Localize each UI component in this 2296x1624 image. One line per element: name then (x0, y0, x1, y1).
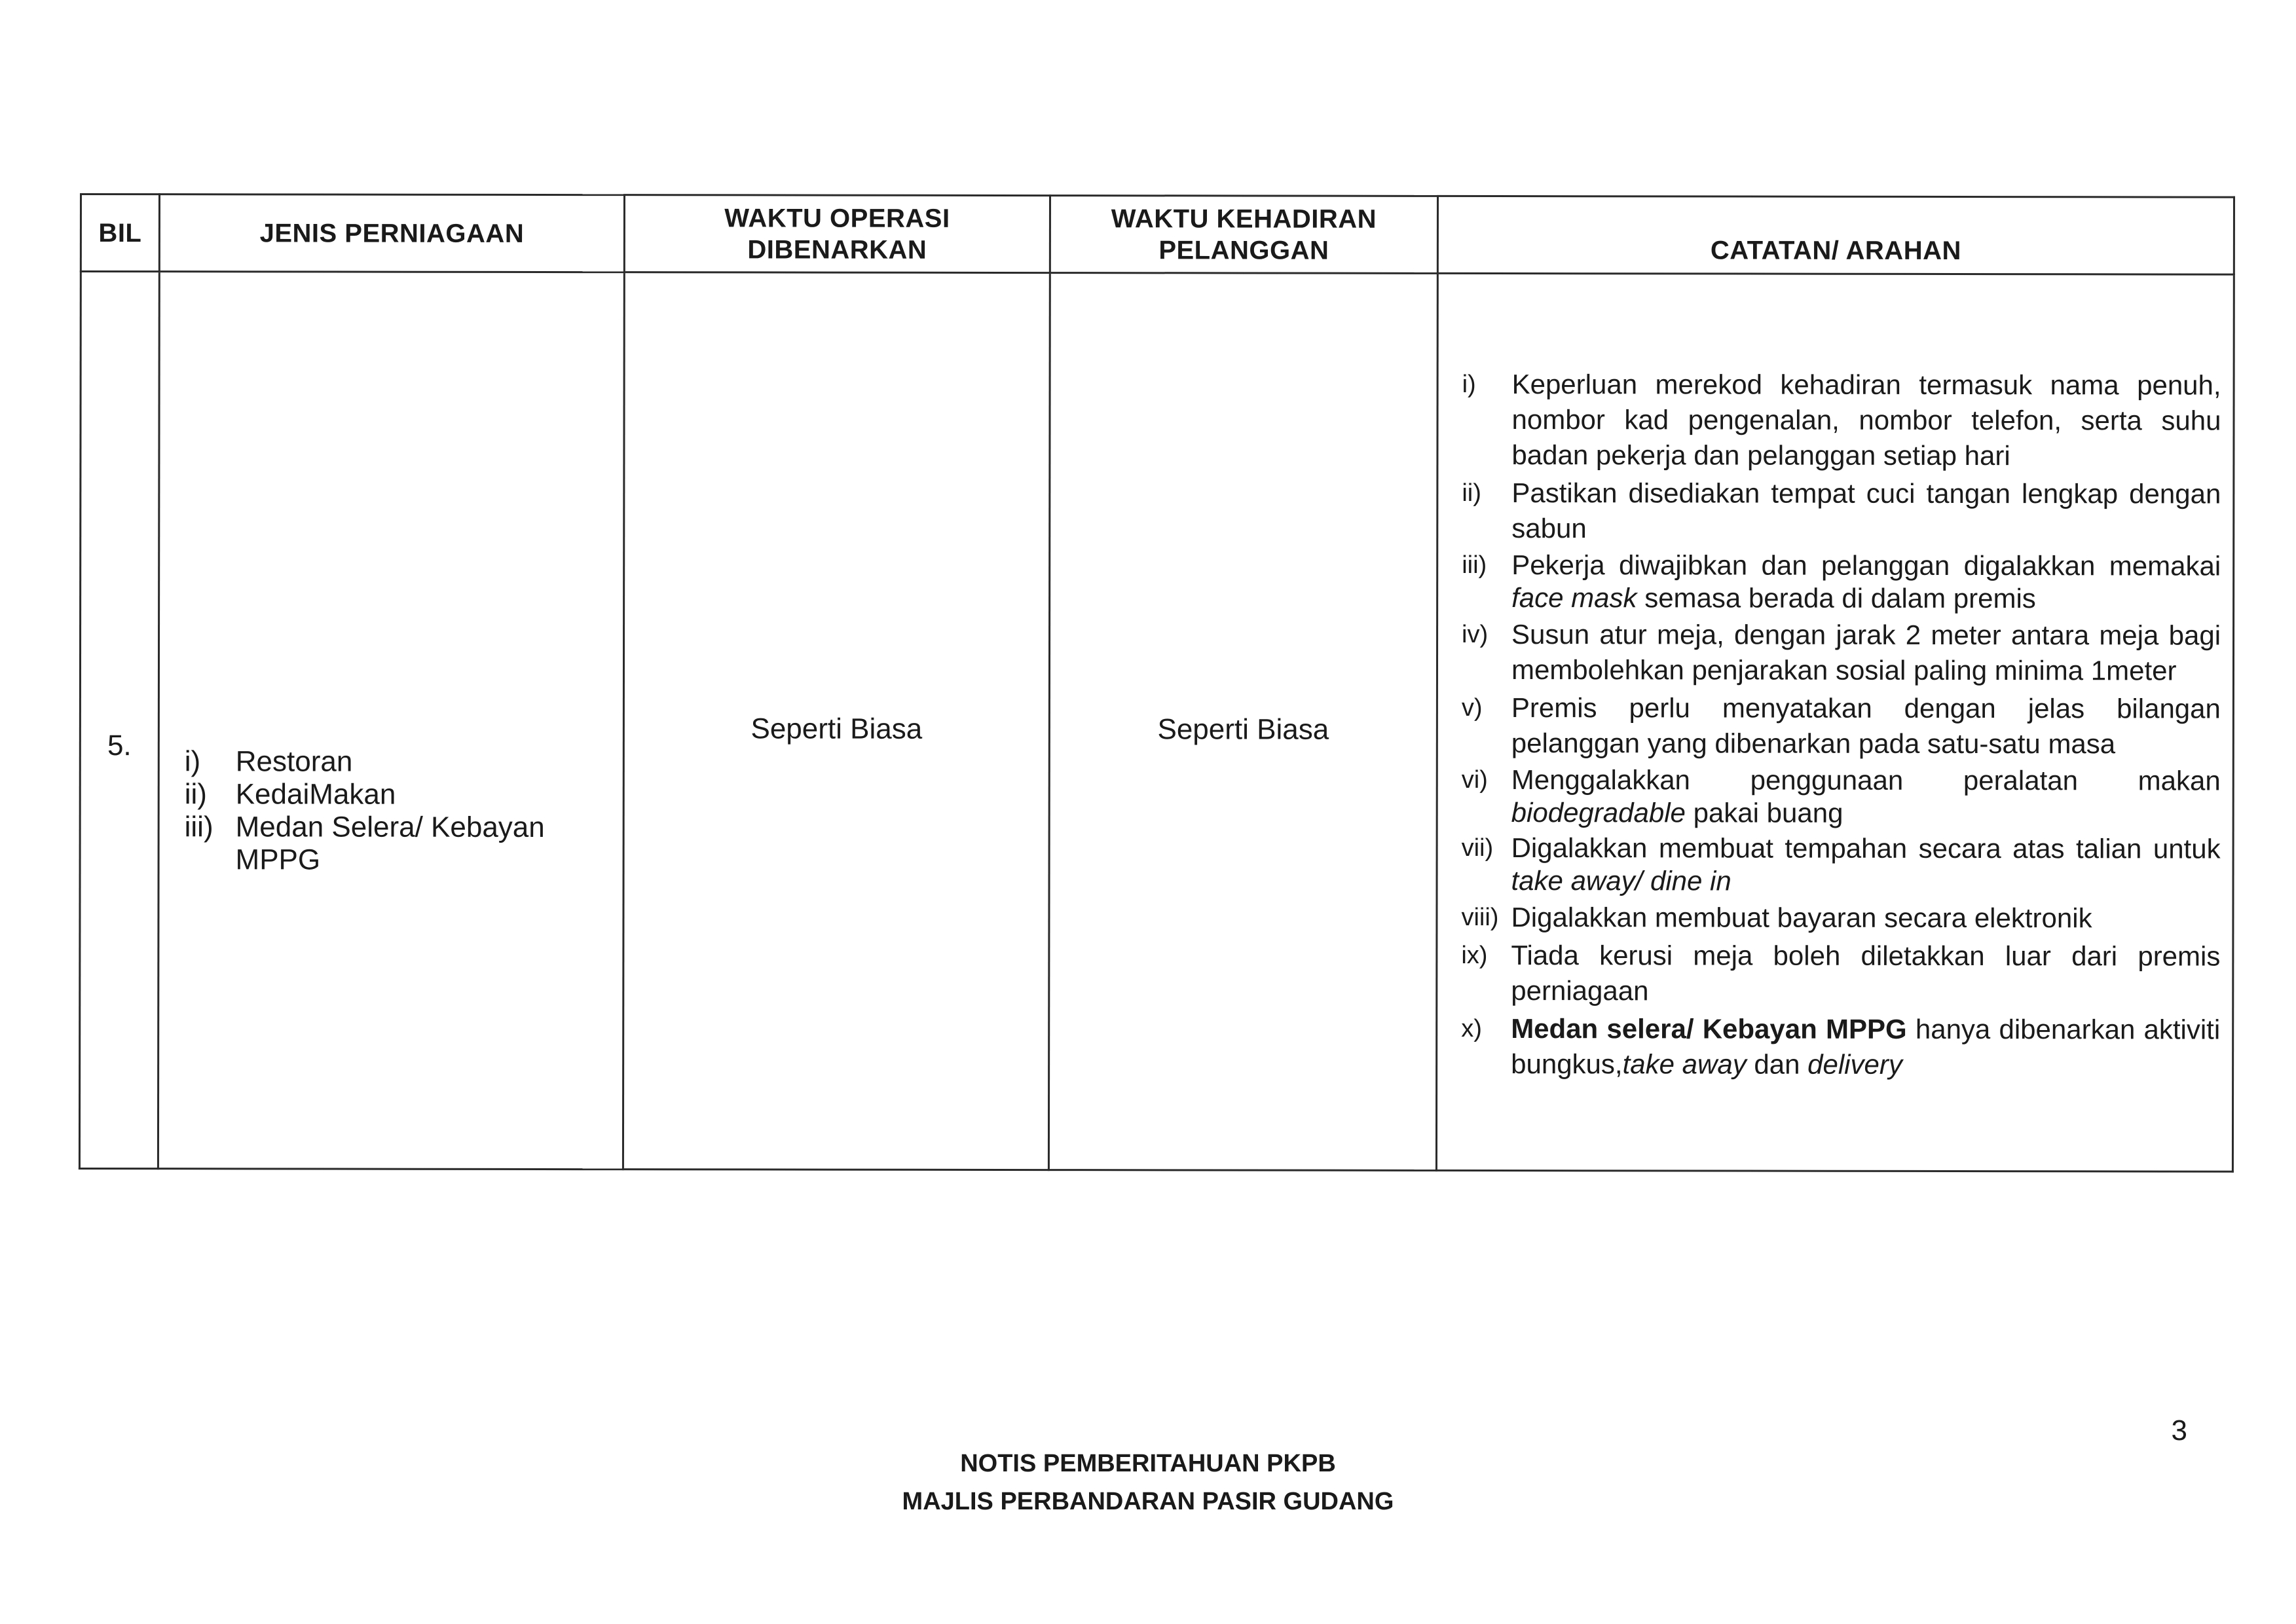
text-part: hanya dibenarkan aktiviti bungkus, (1511, 1013, 2221, 1079)
list-item-text (1511, 549, 2221, 616)
list-item-text: Digalakkan membuat bayaran secara elektronik (1511, 901, 2092, 933)
header-waktu-operasi (624, 195, 1050, 273)
list-item (1461, 937, 2220, 1009)
header-catatan-arahan: CATATAN/ ARAHAN (1437, 196, 2234, 274)
italic-term: face mask (1511, 581, 1637, 613)
list-item-text (1511, 1011, 2220, 1083)
list-item-text (1511, 832, 2221, 898)
italic-term: delivery (1807, 1048, 1902, 1080)
cell-catatan-arahan (1436, 273, 2234, 1172)
cell-bil: 5. (79, 272, 159, 1169)
italic-term: take away/ dine in (1511, 864, 1731, 896)
header-waktu-kehadiran (1050, 196, 1437, 274)
list-item-text: Premis perlu menyatakan dengan jelas bilangan pelanggan yang dibenarkan pada satu-satu masa (1511, 692, 2221, 759)
text-part: Pekerja diwajibkan dan pelanggan digalakkan memakai (1511, 549, 2221, 581)
cell-jenis-perniagaan (158, 272, 624, 1170)
bold-term: Medan selera/ Kebayan MPPG (1511, 1012, 1907, 1044)
text-part: Menggalakkan penggunaan peralatan makan (1511, 764, 2221, 796)
list-item-number: vii) (1461, 834, 1494, 862)
list-item (1462, 831, 2221, 898)
text-part: pakai buang (1685, 796, 1843, 828)
list-item (185, 778, 622, 811)
list-item (1462, 616, 2221, 688)
list-item (185, 745, 622, 779)
cell-waktu-operasi: Seperti Biasa (623, 272, 1050, 1170)
footer-line-2: MAJLIS PERBANDARAN PASIR GUDANG (902, 1488, 1394, 1515)
header-jenis-perniagaan: JENIS PERNIAGAAN (159, 194, 624, 272)
list-item-text: Restoran (235, 745, 353, 778)
table-header-row (81, 194, 2234, 275)
text-part: semasa berada di dalam premis (1637, 581, 2036, 614)
italic-term: take away (1622, 1048, 1747, 1080)
list-item (1462, 475, 2221, 547)
list-item (1462, 548, 2221, 615)
business-type-list (185, 745, 622, 877)
list-item-number: iii) (184, 811, 213, 843)
list-item-text: Pastikan disediakan tempat cuci tangan lengkap dengan sabun (1511, 477, 2221, 544)
instruction-list (1461, 366, 2221, 1082)
list-item-text (1511, 764, 2221, 830)
list-item-number: iii) (1462, 551, 1487, 579)
text-part: dan (1746, 1048, 1808, 1080)
list-item-number: iv) (1462, 620, 1489, 648)
list-item (1462, 690, 2221, 762)
header-waktu-kehadiran-line2: PELANGGAN (1158, 235, 1329, 265)
list-item-text: Susun atur meja, dengan jarak 2 meter antara meja bagi membolehkan penjarakan sosial paling minima 1meter (1511, 618, 2221, 686)
list-item-text: KedaiMakan (235, 778, 396, 811)
list-item-number: v) (1461, 693, 1483, 722)
header-waktu-operasi-line1: WAKTU OPERASI (724, 203, 950, 233)
list-item (1462, 763, 2221, 830)
business-rules-table (79, 193, 2235, 1173)
header-waktu-kehadiran-line1: WAKTU KEHADIRAN (1111, 204, 1377, 234)
list-item (185, 811, 622, 877)
table-row (79, 272, 2234, 1172)
cell-waktu-kehadiran: Seperti Biasa (1048, 273, 1437, 1171)
list-item-number: ii) (1462, 479, 1481, 507)
list-item-text: Medan Selera/ Kebayan MPPG (235, 811, 545, 876)
list-item-number: viii) (1461, 903, 1499, 931)
list-item-text: Keperluan merekod kehadiran termasuk nama penuh, nombor kad pengenalan, nombor telefon, serta suhu badan pekerja dan pelanggan setiap hari (1511, 368, 2221, 471)
list-item-number: ii) (184, 778, 207, 811)
list-item-number: i) (184, 745, 201, 778)
text-part: Digalakkan membuat tempahan secara atas talian untuk (1511, 832, 2221, 864)
list-item-text: Tiada kerusi meja boleh diletakkan luar dari premis perniagaan (1511, 939, 2221, 1006)
footer-line-1: NOTIS PEMBERITAHUAN PKPB (960, 1450, 1336, 1477)
list-item-number: x) (1461, 1014, 1482, 1043)
page-number: 3 (2171, 1414, 2187, 1447)
list-item-number: i) (1462, 370, 1476, 398)
list-item-number: vi) (1461, 766, 1488, 794)
list-item (1461, 899, 2220, 936)
footer (0, 1445, 2296, 1521)
list-item-number: ix) (1461, 941, 1488, 969)
header-bil: BIL (81, 194, 159, 272)
list-item (1462, 366, 2221, 473)
header-waktu-operasi-line2: DIBENARKAN (747, 234, 927, 265)
italic-term: biodegradable (1511, 796, 1686, 828)
list-item (1461, 1010, 2220, 1082)
